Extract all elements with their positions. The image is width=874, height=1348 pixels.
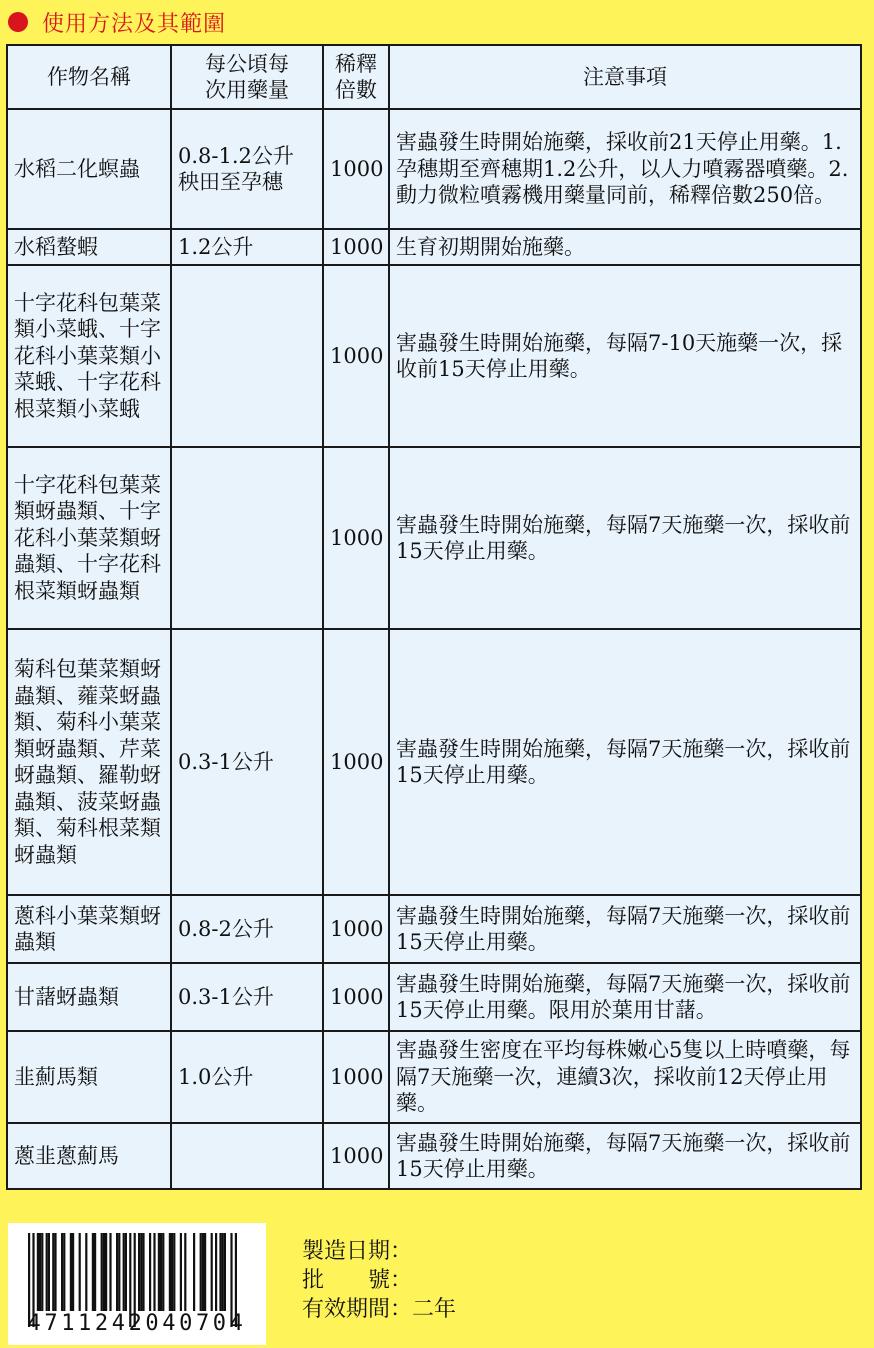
- crop-cell: 甘藷蚜蟲類: [7, 963, 171, 1031]
- header-dilution: 稀釋倍數: [323, 45, 389, 109]
- table-row: [7, 447, 861, 629]
- barcode-bar: [118, 1233, 120, 1311]
- dilution-cell: 1000: [323, 1123, 389, 1189]
- barcode-bar: [162, 1233, 164, 1311]
- barcode-bar: [215, 1233, 217, 1311]
- barcode: [8, 1223, 266, 1345]
- barcode-bar: [105, 1233, 107, 1311]
- notes-cell: 害蟲發生時開始施藥，每隔7天施藥一次，採收前15天停止用藥。: [389, 895, 861, 963]
- barcode-bar: [204, 1233, 206, 1311]
- dilution-cell: 1000: [323, 229, 389, 265]
- dilution-cell: 1000: [323, 447, 389, 629]
- dose-cell: 0.8-1.2公升秧田至孕穗: [171, 109, 323, 229]
- table-row: [7, 1123, 861, 1189]
- dose-cell: [171, 265, 323, 447]
- notes-cell: 害蟲發生密度在平均每株嫩心5隻以上時噴藥，每隔7天施藥一次，連續3次，採收前12天停止用藥。: [389, 1031, 861, 1123]
- barcode-bar: [171, 1233, 173, 1311]
- barcode-bar: [72, 1233, 74, 1311]
- notes-cell: 害蟲發生時開始施藥，每隔7天施藥一次，採收前15天停止用藥。: [389, 1123, 861, 1189]
- barcode-number: 4711242040704: [27, 1311, 247, 1336]
- barcode-bar: [61, 1233, 63, 1311]
- crop-cell: 菊科包葉菜類蚜蟲類、蕹菜蚜蟲類、菊科小葉菜類蚜蟲類、芹菜蚜蟲類、羅勒蚜蟲類、菠菜蚜蟲類、菊科根菜類蚜蟲類: [7, 629, 171, 895]
- label-footer: [0, 1215, 874, 1348]
- crop-cell: 水稻螯蝦: [7, 229, 171, 265]
- table-header-row: [7, 45, 861, 109]
- barcode-bar: [39, 1233, 41, 1311]
- barcode-bar: [224, 1233, 226, 1311]
- crop-cell: 水稻二化螟蟲: [7, 109, 171, 229]
- table-row: [7, 109, 861, 229]
- barcode-bar: [219, 1233, 221, 1311]
- barcode-bar: [85, 1233, 87, 1311]
- section-header: [8, 4, 226, 40]
- table-row: [7, 229, 861, 265]
- validity-period-label: 有效期間：二年: [302, 1297, 457, 1322]
- barcode-bar: [153, 1233, 155, 1311]
- barcode-bar: [202, 1233, 204, 1311]
- barcode-bar: [109, 1233, 111, 1311]
- barcode-bar: [70, 1233, 72, 1311]
- notes-cell: 害蟲發生時開始施藥，每隔7天施藥一次，採收前15天停止用藥。限用於葉用甘藷。: [389, 963, 861, 1031]
- bullet-dot-icon: [8, 12, 28, 32]
- crop-cell: 蔥科小葉菜類蚜蟲類: [7, 895, 171, 963]
- header-dose: 每公頃每次用藥量: [171, 45, 323, 109]
- barcode-bar: [54, 1233, 56, 1311]
- notes-cell: 生育初期開始施藥。: [389, 229, 861, 265]
- dose-cell: 1.2公升: [171, 229, 323, 265]
- product-info: [302, 1237, 456, 1324]
- table-row: [7, 963, 861, 1031]
- dilution-cell: 1000: [323, 629, 389, 895]
- barcode-bar: [125, 1233, 127, 1311]
- barcode-bar: [92, 1233, 94, 1311]
- barcode-bar: [180, 1233, 182, 1311]
- table-row: [7, 629, 861, 895]
- crop-cell: 十字花科包葉菜類蚜蟲類、十字花科小葉菜類蚜蟲類、十字花科根菜類蚜蟲類: [7, 447, 171, 629]
- notes-cell: 害蟲發生時開始施藥，每隔7天施藥一次，採收前15天停止用藥。: [389, 629, 861, 895]
- barcode-bar: [184, 1233, 186, 1311]
- barcode-bar: [37, 1233, 39, 1311]
- dose-cell: [171, 447, 323, 629]
- header-notes: 注意事項: [389, 45, 861, 109]
- section-title: 使用方法及其範圍: [42, 11, 227, 37]
- barcode-bar: [169, 1233, 171, 1311]
- dilution-cell: 1000: [323, 895, 389, 963]
- header-crop: 作物名稱: [7, 45, 171, 109]
- barcode-bar: [140, 1233, 142, 1311]
- barcode-bar: [211, 1233, 213, 1311]
- dilution-cell: 1000: [323, 1031, 389, 1123]
- barcode-bar: [160, 1233, 162, 1311]
- barcode-bar: [200, 1233, 202, 1311]
- notes-cell: 害蟲發生時開始施藥，每隔7天施藥一次，採收前15天停止用藥。: [389, 447, 861, 629]
- dose-cell: 0.3-1公升: [171, 629, 323, 895]
- barcode-bar: [41, 1233, 43, 1311]
- dose-cell: 0.8-2公升: [171, 895, 323, 963]
- barcode-bar: [52, 1233, 54, 1311]
- barcode-bar: [48, 1233, 50, 1311]
- table-row: [7, 265, 861, 447]
- barcode-bar: [173, 1233, 175, 1311]
- crop-cell: 十字花科包葉菜類小菜蛾、十字花科小葉菜類小菜蛾、十字花科根菜類小菜蛾: [7, 265, 171, 447]
- barcode-bar: [142, 1233, 144, 1311]
- barcode-bar: [138, 1233, 140, 1311]
- barcode-bar: [123, 1233, 125, 1311]
- table-row: [7, 1031, 861, 1123]
- barcode-bar: [116, 1233, 118, 1311]
- barcode-bar: [79, 1233, 81, 1311]
- dilution-cell: 1000: [323, 109, 389, 229]
- barcode-bar: [101, 1233, 103, 1311]
- barcode-bar: [193, 1233, 195, 1311]
- dilution-cell: 1000: [323, 265, 389, 447]
- barcode-bar: [63, 1233, 65, 1311]
- dose-cell: 0.3-1公升: [171, 963, 323, 1031]
- barcode-bar: [103, 1233, 105, 1311]
- dose-cell: [171, 1123, 323, 1189]
- crop-cell: 韭薊馬類: [7, 1031, 171, 1123]
- notes-cell: 害蟲發生時開始施藥，採收前21天停止用藥。1.孕穗期至齊穗期1.2公升，以人力噴霧器噴藥。2.動力微粒噴霧機用藥量同前，稀釋倍數250倍。: [389, 109, 861, 229]
- barcode-bar: [46, 1233, 48, 1311]
- notes-cell: 害蟲發生時開始施藥，每隔7-10天施藥一次，採收前15天停止用藥。: [389, 265, 861, 447]
- manufacture-date-label: 製造日期：: [302, 1239, 413, 1264]
- crop-cell: 蔥韭蔥薊馬: [7, 1123, 171, 1189]
- table-row: [7, 895, 861, 963]
- barcode-bar: [158, 1233, 160, 1311]
- usage-table: [6, 44, 862, 1190]
- batch-number-label: 批 號：: [302, 1268, 413, 1293]
- barcode-bar: [222, 1233, 224, 1311]
- dilution-cell: 1000: [323, 963, 389, 1031]
- dose-cell: 1.0公升: [171, 1031, 323, 1123]
- barcode-bar: [149, 1233, 151, 1311]
- barcode-bar: [94, 1233, 96, 1311]
